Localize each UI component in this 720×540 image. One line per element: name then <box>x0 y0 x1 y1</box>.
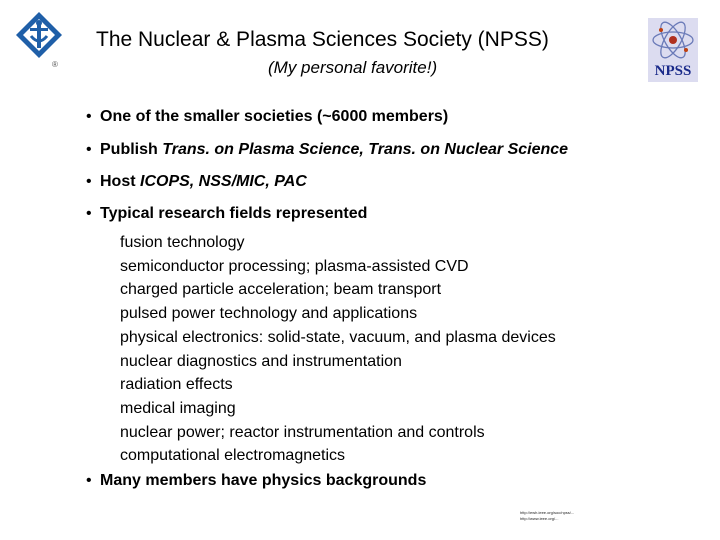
npss-logo-icon <box>648 18 698 64</box>
ieee-logo <box>14 10 64 76</box>
field-item: pulsed power technology and applications <box>120 305 418 323</box>
bullet-dot: • <box>86 472 92 489</box>
slide-title: The Nuclear & Plasma Sciences Society (NPSS) <box>96 28 549 51</box>
field-item: physical electronics: solid-state, vacuum, and plasma devices <box>120 328 556 346</box>
field-item: medical imaging <box>120 399 236 417</box>
bullet-research-fields: • Typical research fields represented <box>86 205 368 222</box>
field-item: semiconductor processing; plasma-assisted CVD <box>120 257 469 275</box>
bullet-membership: • One of the smaller societies (~6000 members) <box>86 108 449 125</box>
registered-mark: ® <box>52 60 58 69</box>
bullet-conferences: • Host ICOPS, NSS/MIC, PAC <box>86 173 307 190</box>
bullet-dot: • <box>86 108 92 125</box>
npss-logo-text: NPSS <box>654 63 692 79</box>
npss-logo <box>648 18 698 82</box>
bullet-physics-backgrounds: • Many members have physics backgrounds <box>86 472 427 489</box>
slide-subtitle: (My personal favorite!) <box>268 58 438 77</box>
bullet-publications: • Publish Trans. on Plasma Science, Trans. on Nuclear Science <box>86 141 569 158</box>
field-item: nuclear diagnostics and instrumentation <box>120 352 402 370</box>
field-item: nuclear power; reactor instrumentation and controls <box>120 423 485 441</box>
field-item: radiation effects <box>120 376 233 394</box>
field-item: fusion technology <box>120 234 245 251</box>
field-item: computational electromagnetics <box>120 447 346 465</box>
bullet-dot: • <box>86 205 92 222</box>
field-item: charged particle acceleration; beam transport <box>120 281 442 299</box>
research-field-list <box>120 231 556 468</box>
reference-links <box>520 510 574 522</box>
reference-link[interactable]: http://ewh.ieee.org/soc/npss/... <box>520 510 575 515</box>
bullet-dot: • <box>86 141 92 158</box>
bullet-dot: • <box>86 173 92 190</box>
reference-link[interactable]: http://www.ieee.org/... <box>520 516 559 521</box>
